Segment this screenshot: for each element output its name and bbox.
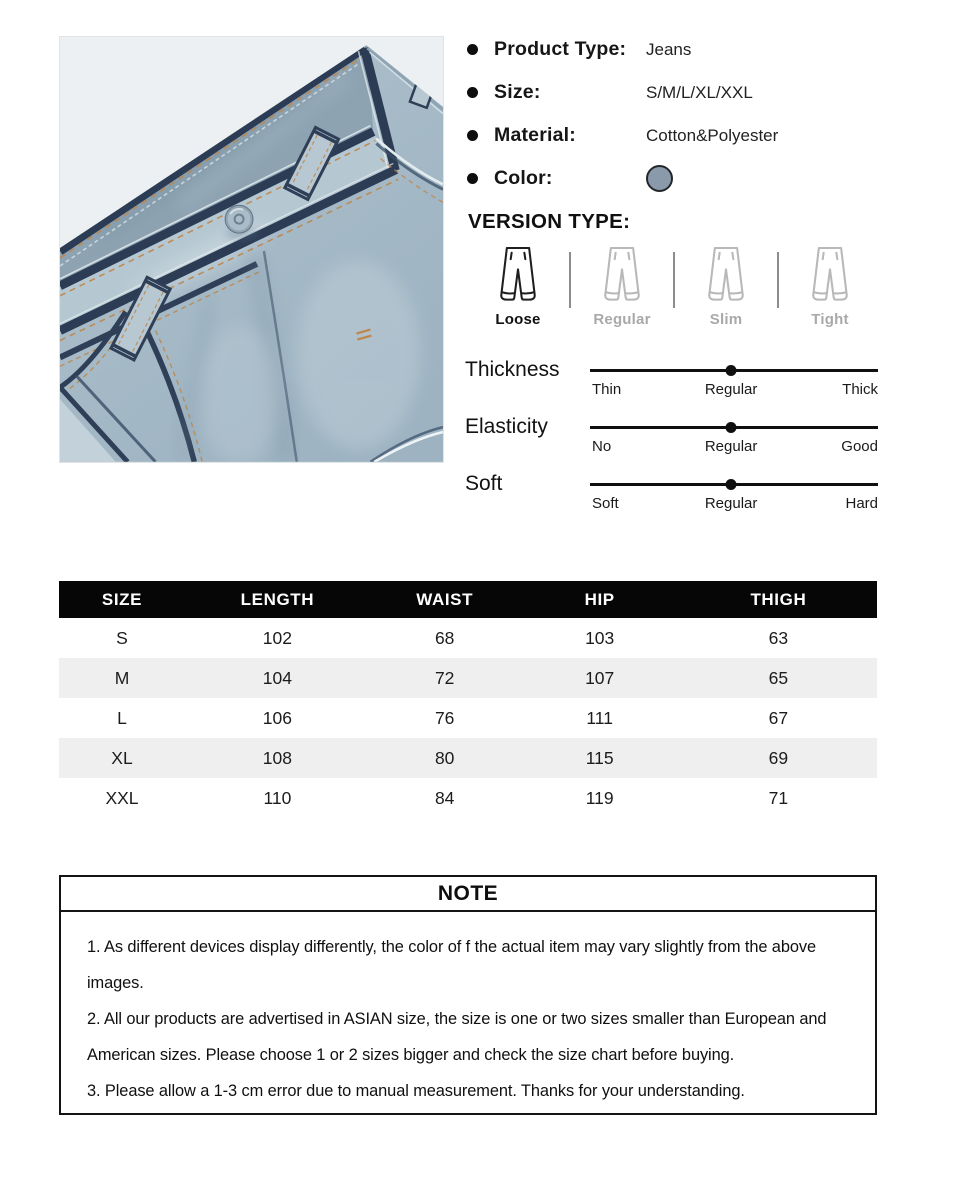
size-cell: XXL xyxy=(105,787,139,808)
product-photo[interactable] xyxy=(59,36,444,463)
scale-label-mid: Regular xyxy=(704,381,758,398)
scale-label-right: Thick xyxy=(842,381,878,398)
scale-label-left: Thin xyxy=(592,381,622,398)
attribute-row xyxy=(465,413,878,470)
size-cell: S xyxy=(116,627,128,648)
version-option-tight[interactable] xyxy=(780,244,880,328)
detail-value: Jeans xyxy=(646,39,692,59)
value-cell: 67 xyxy=(768,707,789,728)
size-cell: M xyxy=(114,667,130,688)
scale-label-right: Hard xyxy=(845,495,878,512)
detail-value: Cotton&Polyester xyxy=(646,125,779,145)
column-header: LENGTH xyxy=(240,589,315,609)
pants-icon xyxy=(598,244,646,306)
detail-label: Product Type: xyxy=(494,38,627,60)
attribute-row xyxy=(465,470,878,527)
soft-slider[interactable] xyxy=(590,470,878,527)
version-options xyxy=(468,244,880,328)
attribute-name: Elasticity xyxy=(465,415,548,438)
scale-label-mid: Regular xyxy=(704,495,758,512)
color-swatch[interactable] xyxy=(646,165,673,192)
note-item: 3. Please allow a 1-3 cm error due to manual measurement. Thanks for your understanding. xyxy=(87,1082,745,1100)
product-details xyxy=(463,28,958,200)
table-row xyxy=(59,618,877,658)
table-row xyxy=(59,738,877,778)
value-cell: 68 xyxy=(434,627,455,648)
note-title: NOTE xyxy=(61,877,875,912)
scale-label-left: No xyxy=(592,438,612,455)
table-row xyxy=(59,778,877,818)
note-item: 1. As different devices display differently, the color of f the actual item may vary slightly from the above images. xyxy=(87,938,816,992)
size-table xyxy=(59,581,877,818)
version-option-slim[interactable] xyxy=(676,244,776,328)
attribute-row xyxy=(465,356,878,413)
version-type-title: VERSION TYPE: xyxy=(468,210,631,233)
size-cell: XL xyxy=(111,747,133,768)
value-cell: 107 xyxy=(585,667,615,688)
scale-label-right: Good xyxy=(841,438,878,455)
version-label: Slim xyxy=(709,311,743,328)
scale-label-mid: Regular xyxy=(704,438,758,455)
detail-value: S/M/L/XL/XXL xyxy=(646,82,753,102)
divider xyxy=(569,252,571,308)
size-table-header xyxy=(59,581,877,618)
attribute-name: Thickness xyxy=(465,358,560,381)
value-cell: 84 xyxy=(434,787,455,808)
attribute-name: Soft xyxy=(465,472,503,495)
column-header: THIGH xyxy=(750,589,807,609)
value-cell: 119 xyxy=(585,787,614,808)
table-row xyxy=(59,698,877,738)
value-cell: 71 xyxy=(768,787,789,808)
detail-row xyxy=(463,157,958,200)
pants-icon xyxy=(702,244,750,306)
elasticity-slider[interactable] xyxy=(590,413,878,470)
slider-dot[interactable] xyxy=(726,365,737,376)
pants-icon xyxy=(806,244,854,306)
version-option-loose[interactable] xyxy=(468,244,568,328)
value-cell: 69 xyxy=(768,747,789,768)
value-cell: 115 xyxy=(585,747,614,768)
divider xyxy=(673,252,675,308)
version-option-regular[interactable] xyxy=(572,244,672,328)
detail-label: Material: xyxy=(494,124,576,146)
note-box xyxy=(59,875,877,1115)
value-cell: 104 xyxy=(262,667,292,688)
slider-dot[interactable] xyxy=(726,422,737,433)
value-cell: 108 xyxy=(262,747,292,768)
value-cell: 80 xyxy=(434,747,455,768)
column-header: SIZE xyxy=(101,589,143,609)
size-table-body xyxy=(59,618,877,818)
value-cell: 110 xyxy=(263,787,292,808)
slider-dot[interactable] xyxy=(726,479,737,490)
bullet-icon xyxy=(467,173,478,184)
version-label: Tight xyxy=(811,311,849,328)
version-label: Regular xyxy=(593,311,651,328)
attribute-sliders xyxy=(465,356,878,527)
detail-row xyxy=(463,71,958,114)
detail-row xyxy=(463,114,958,157)
value-cell: 65 xyxy=(768,667,789,688)
detail-label: Color: xyxy=(494,167,553,189)
bullet-icon xyxy=(467,87,478,98)
value-cell: 103 xyxy=(585,627,615,648)
table-row xyxy=(59,658,877,698)
value-cell: 102 xyxy=(262,627,292,648)
detail-row xyxy=(463,28,958,71)
value-cell: 72 xyxy=(434,667,455,688)
detail-label: Size: xyxy=(494,81,541,103)
value-cell: 106 xyxy=(262,707,292,728)
scale-label-left: Soft xyxy=(592,495,619,512)
jeans-photo-graphic xyxy=(60,37,443,462)
size-cell: L xyxy=(117,707,127,728)
note-body xyxy=(61,912,875,1109)
version-label: Loose xyxy=(495,311,541,328)
divider xyxy=(777,252,779,308)
pants-icon xyxy=(494,244,542,306)
value-cell: 76 xyxy=(434,707,455,728)
value-cell: 111 xyxy=(586,707,613,728)
thickness-slider[interactable] xyxy=(590,356,878,413)
note-item: 2. All our products are advertised in ASIAN size, the size is one or two sizes smaller than European and American sizes. Please choose 1 or 2 sizes bigger and check the size chart before buying. xyxy=(87,1010,827,1064)
column-header: WAIST xyxy=(416,589,474,609)
value-cell: 63 xyxy=(768,627,789,648)
bullet-icon xyxy=(467,44,478,55)
column-header: HIP xyxy=(584,589,615,609)
bullet-icon xyxy=(467,130,478,141)
